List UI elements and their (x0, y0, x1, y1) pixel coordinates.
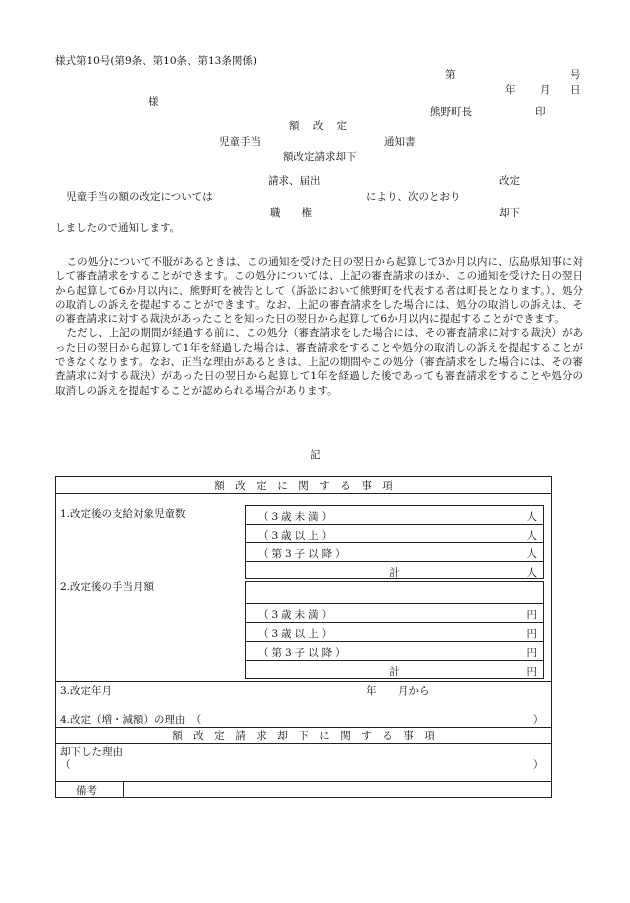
remarks-label: 備考 (76, 785, 97, 797)
amount-row-under3 (246, 603, 543, 621)
body-niyori: により、次のとおり (366, 191, 461, 203)
date-year: 年 (505, 84, 516, 96)
item-revision-month-label: 3.改定年月 (60, 685, 113, 697)
title-gaku-kaitei: 額 改 定 (289, 120, 353, 132)
number-suffix: 号 (570, 69, 581, 81)
appeal-paragraph-2: ただし、上記の期間が経過する前に、この処分（審査請求をした場合には、その審査請求に対する裁決）があった日の翌日から起算して1年を経過した場合は、審査請求をすることや処分の取消しの訴えを提起することができなくなります。なお、正当な理由があるときは、上記の期間やこの処分（審査請求をした場合には、その審査請求に対する裁決）があった日の翌日から起算して1年を経過した後であっても審査請求をすることや処分の取消しの訴えを提起することが認められる場合があります。 (55, 327, 583, 397)
body-closing: しましたので通知します。 (55, 222, 181, 234)
amount-total-label: 計 (389, 666, 400, 678)
option-revise: 改定 (499, 175, 520, 187)
number-prefix: 第 (445, 69, 456, 81)
date-day: 日 (570, 84, 581, 96)
children-third-label: （第3子以降） (258, 548, 349, 560)
amount-under3-unit: 円 (526, 609, 537, 621)
addressee-honorific: 様 (148, 96, 159, 108)
children-under3-unit: 人 (526, 511, 537, 523)
reject-reason-close: ） (533, 759, 544, 771)
reject-reason-open: （ (60, 759, 71, 771)
amount-total-unit: 円 (526, 666, 537, 678)
appeal-paragraph-1: この処分について不服があるときは、この通知を受けた日の翌日から起算して3か月以内に、広島県知事に対して審査請求をすることができます。この処分については、上記の審査請求のほか、この通知を受けた日の翌日から起算して6か月以内に、熊野町を被告として（訴訟において熊野町を代表する者は町長となります。）、処分の取消しの訴えを提起することができます。なお、上記の審査請求をした場合には、処分の取消しの訴えは、その審査請求に対する裁決があったことを知った日の翌日から起算して6か月以内に提起することができます。 (55, 256, 583, 326)
children-total-unit: 人 (526, 567, 537, 579)
children-over3-label: （3歳以上） (258, 530, 336, 542)
title-notice: 通知書 (384, 136, 416, 148)
amount-row-over3 (246, 622, 543, 640)
children-row-total (246, 561, 543, 579)
issuer-mayor: 熊野町長 (430, 106, 472, 118)
option-request: 請求、届出 (268, 175, 321, 187)
revision-year-unit: 年 (366, 685, 377, 697)
reject-reason-label: 却下した理由 (60, 746, 123, 758)
form-number: 様式第10号(第9条、第10条、第13条関係) (55, 55, 257, 67)
amount-row-total (246, 660, 543, 678)
section-revision-header: 額 改 定 に 関 す る 事 項 (214, 480, 393, 492)
amount-over3-label: （3歳以上） (258, 628, 336, 640)
option-reject: 却下 (499, 207, 520, 219)
body-lead: 児童手当の額の改定については (66, 191, 213, 203)
amount-over3-unit: 円 (526, 628, 537, 640)
date-month: 月 (540, 84, 551, 96)
seal-mark: 印 (535, 106, 546, 118)
children-row-under3 (246, 505, 543, 523)
appeal-notice (55, 255, 583, 398)
option-ex-officio: 職 権 (270, 207, 312, 219)
amount-row-third (246, 641, 543, 659)
item-children-count-label: 1.改定後の支給対象児童数 (60, 508, 186, 520)
amount-under3-label: （3歳未満） (258, 609, 336, 621)
children-under3-label: （3歳未満） (258, 511, 336, 523)
children-row-third (246, 542, 543, 560)
title-child-allowance: 児童手当 (219, 136, 261, 148)
item-monthly-amount-label: 2.改定後の手当月額 (60, 581, 155, 593)
children-third-unit: 人 (526, 548, 537, 560)
item-revision-reason-label: 4.改定（増・減額）の理由 （ (60, 714, 202, 726)
children-total-label: 計 (389, 567, 400, 579)
children-over3-unit: 人 (526, 530, 537, 542)
amount-third-unit: 円 (526, 647, 537, 659)
revision-reason-close: ） (533, 714, 544, 726)
children-row-over3 (246, 524, 543, 542)
ki-mark: 記 (310, 449, 321, 461)
title-kyakka: 額改定請求却下 (283, 151, 357, 163)
revision-month-from: 月から (398, 685, 430, 697)
amount-third-label: （第3子以降） (258, 647, 349, 659)
section-reject-header: 額 改 定 請 求 却 下 に 関 す る 事 項 (172, 730, 435, 742)
